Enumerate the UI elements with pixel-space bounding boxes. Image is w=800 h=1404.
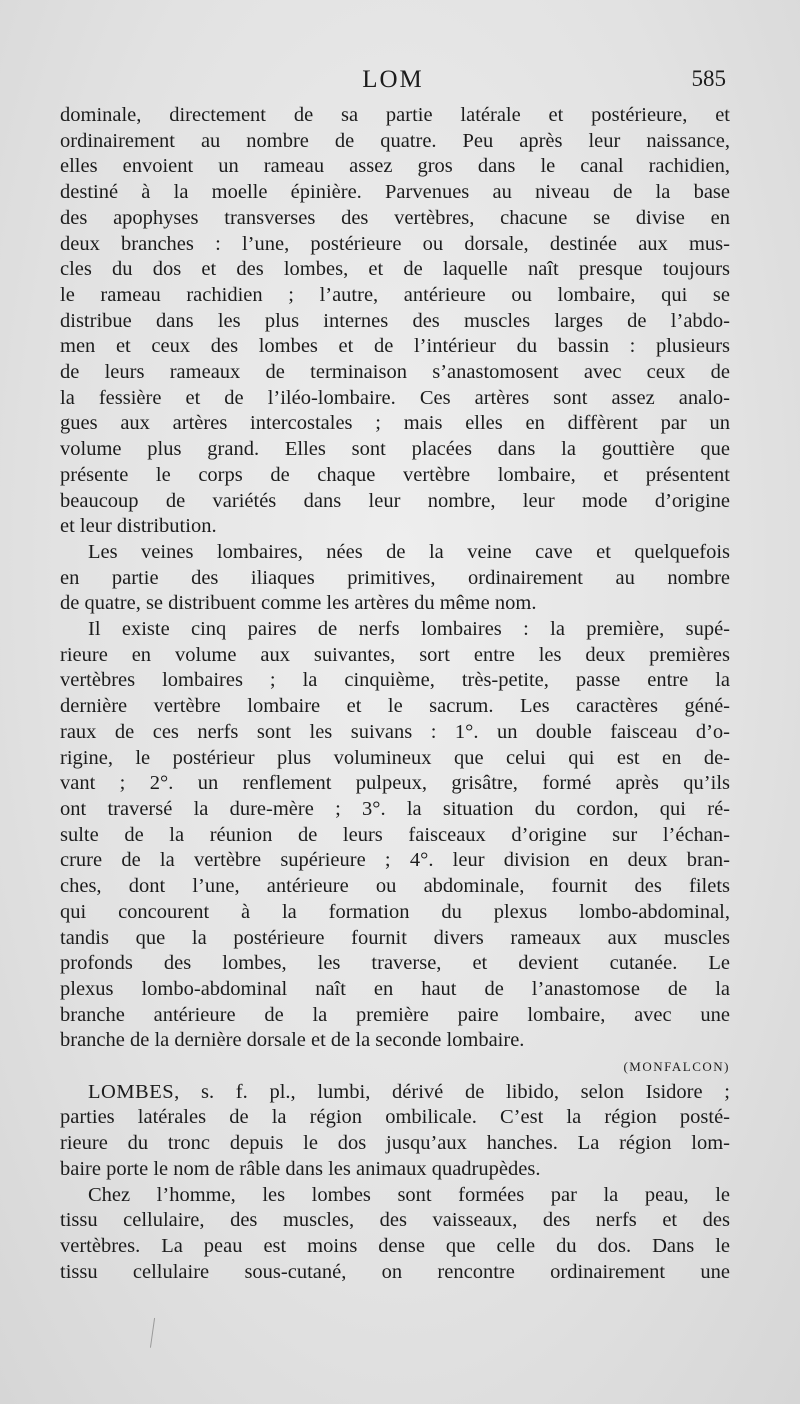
- text-line: destiné à la moelle épinière. Parvenues au niveau de la base: [60, 181, 730, 204]
- text-line: rieure du tronc depuis le dos jusqu’aux hanches. La région lom-: [60, 1132, 730, 1155]
- text-line: tissu cellulaire, des muscles, des vaisseaux, des nerfs et des: [60, 1209, 730, 1232]
- text-line: en partie des iliaques primitives, ordinairement au nombre: [60, 566, 730, 589]
- text-line: vertèbres. La peau est moins dense que celle du dos. Dans le: [60, 1234, 730, 1257]
- text-line: rieure en volume aux suivantes, sort entre les deux premières: [60, 643, 730, 666]
- text-line: cles du dos et des lombes, et de laquelle naît presque toujours: [60, 258, 730, 281]
- text-line: tandis que la postérieure fournit divers rameaux aux muscles: [60, 926, 730, 949]
- body-text: [60, 103, 730, 1285]
- running-head: [60, 66, 726, 100]
- text-line: distribue dans les plus internes des muscles larges de l’abdo-: [60, 309, 730, 332]
- text-line: beaucoup de variétés dans leur nombre, leur mode d’origine: [60, 489, 730, 512]
- entry-first-line: [60, 1080, 730, 1106]
- page-number: 585: [691, 66, 726, 91]
- paragraph-lombes-structure: [60, 1183, 730, 1286]
- author-signature: (MONFALCON): [623, 1059, 730, 1075]
- entry-lombes: [60, 1080, 730, 1183]
- text-line: volume plus grand. Elles sont placées dans la gouttière que: [60, 438, 730, 461]
- text-line: ordinairement au nombre de quatre. Peu après leur naissance,: [60, 129, 730, 152]
- text-line: tissu cellulaire sous-cutané, on rencontre ordinairement une: [60, 1260, 730, 1283]
- text-line: des apophyses transverses des vertèbres, chacune se divise en: [60, 206, 730, 229]
- text-line: branche de la dernière dorsale et de la seconde lombaire.: [60, 1029, 525, 1052]
- text-line: crure de la vertèbre supérieure ; 4°. leur division en deux bran-: [60, 849, 730, 872]
- text-line: vertèbres lombaires ; la cinquième, très-petite, passe entre la: [60, 669, 730, 692]
- entry-definition-start: , s. f. pl., lumbi, dérivé de libido, selon Isidore ;: [174, 1080, 730, 1103]
- text-line: la fessière et de l’iléo-lombaire. Ces artères sont assez analo-: [60, 386, 730, 409]
- text-line: Chez l’homme, les lombes sont formées par la peau, le: [88, 1183, 730, 1206]
- text-line: parties latérales de la région ombilicale. C’est la région posté-: [60, 1106, 730, 1129]
- text-line: profonds des lombes, les traverse, et devient cutanée. Le: [60, 952, 730, 975]
- text-line: qui concourent à la formation du plexus lombo-abdominal,: [60, 900, 730, 923]
- text-line: ont traversé la dure-mère ; 3°. la situation du cordon, qui ré-: [60, 797, 730, 820]
- text-line: sulte de la réunion de leurs faisceaux d’origine sur l’échan-: [60, 823, 730, 846]
- running-head-title: LOM: [362, 66, 424, 93]
- text-line: présente le corps de chaque vertèbre lombaire, et présentent: [60, 463, 730, 486]
- paragraph-lumbar-arteries: [60, 103, 730, 540]
- text-line: baire porte le nom de râble dans les animaux quadrupèdes.: [60, 1157, 541, 1180]
- text-line: ches, dont l’une, antérieure ou abdominale, fournit des filets: [60, 875, 730, 898]
- text-line: Les veines lombaires, nées de la veine cave et quelquefois: [88, 540, 730, 563]
- text-line: branche antérieure de la première paire lombaire, avec une: [60, 1003, 730, 1026]
- text-line: raux de ces nerfs sont les suivans : 1°. un double faisceau d’o-: [60, 720, 730, 743]
- text-line: dernière vertèbre lombaire et le sacrum. Les caractères géné-: [60, 695, 730, 718]
- entry-headword: LOMBES: [88, 1080, 175, 1103]
- text-line: rigine, le postérieur plus volumineux que celui qui est en de-: [60, 746, 730, 769]
- text-line: elles envoient un rameau assez gros dans le canal rachidien,: [60, 155, 730, 178]
- text-line: de quatre, se distribuent comme les artères du même nom.: [60, 592, 537, 615]
- paragraph-lumbar-veins: [60, 540, 730, 617]
- text-line: de leurs rameaux de terminaison s’anastomosent avec ceux de: [60, 361, 730, 384]
- text-line: et leur distribution.: [60, 515, 217, 538]
- text-line: dominale, directement de sa partie latérale et postérieure, et: [60, 104, 730, 126]
- text-line: vant ; 2°. un renflement pulpeux, grisâtre, formé après qu’ils: [60, 772, 730, 795]
- text-line: le rameau rachidien ; l’autre, antérieure ou lombaire, qui se: [60, 283, 730, 306]
- text-line: Il existe cinq paires de nerfs lombaires : la première, supé-: [88, 618, 730, 641]
- text-line: men et ceux des lombes et de l’intérieur du bassin : plusieurs: [60, 335, 730, 358]
- paper-mark: [150, 1318, 157, 1348]
- paragraph-lumbar-nerves: [60, 617, 730, 1054]
- text-line: gues aux artères intercostales ; mais elles en diffèrent par un: [60, 412, 730, 435]
- text-line: plexus lombo-abdominal naît en haut de l’anastomose de la: [60, 977, 730, 1000]
- text-line: deux branches : l’une, postérieure ou dorsale, destinée aux mus-: [60, 232, 730, 255]
